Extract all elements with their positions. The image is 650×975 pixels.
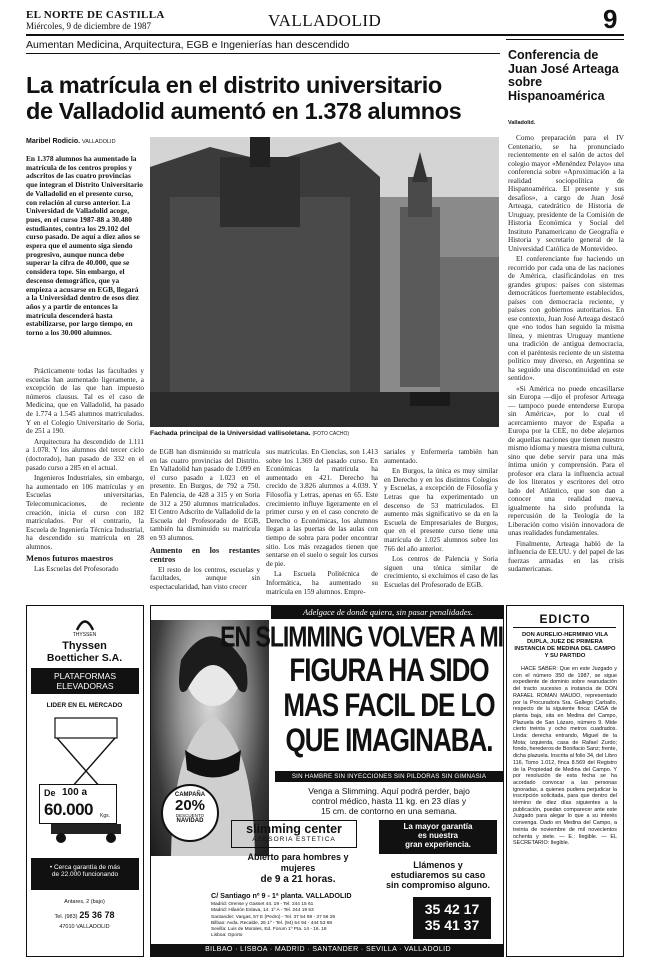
paragraph: Los centros de Palencia y Soria siguen una tónica similar de crecimiento, si excluimos el caso de las Escuelas del Profesorado de EGB.: [384, 555, 498, 589]
page-number: 9: [603, 4, 618, 34]
paper-name: EL NORTE DE CASTILLA: [26, 9, 165, 21]
thyssen-company-2: Boetticher S.A.: [46, 652, 123, 664]
slimming-logo: slimming center: [246, 822, 342, 836]
branch-line: Lisboa: Oporto: [211, 933, 243, 939]
thyssen-company-1: Thyssen: [62, 640, 107, 652]
slimming-top-strip: [271, 606, 504, 619]
paragraph: sariales y Enfermería también han aumentado.: [384, 448, 498, 465]
edicto-rule: [513, 627, 616, 628]
thyssen-leader: LIDER EN EL MERCADO: [46, 702, 123, 709]
headline-line-2: de Valladolid aumentó en 1.378 alumnos: [26, 98, 462, 124]
masthead-rule: [26, 34, 624, 36]
thyssen-footer-2: de 22.000 funcionando: [51, 871, 119, 878]
thyssen-address: Antares, 2 (bajo): [64, 899, 105, 905]
guarantee-line: gran experiencia.: [405, 840, 471, 849]
thyssen-city: 47010 VALLADOLID: [59, 924, 110, 930]
guarantee-box: [379, 820, 497, 854]
thyssen-phone: [27, 910, 142, 920]
paragraph: La Escuela Politécnica de Informática, ha aumentado su matrícula en 159 alumnos. Empre-: [266, 570, 378, 596]
paragraph: Las Escuelas del Profesorado: [34, 565, 119, 574]
paragraph: sus matrículas. En Ciencias, son 1.413 sobre los 1.369 del pasado curso. En Económicas la matrícula ha aumentado en 421. Derecho ha crecido de 3.826 alumnos a 4.039. Y Filosofía y Letras, apenas en 65. Este crecimiento influye ligeramente en el primer curso y en el caso concreto de Derecho o Económicas, los alumnos llegan a las puertas de las aulas con tiempo de sobra para poder encontrar sitio. Los más rezagados tienen que sentarse en el suelo o seguir los cursos de pie.: [266, 448, 378, 568]
slimming-bar-text: SIN HAMBRE SIN INYECCIONES SIN PILDORAS SIN GIMNASIA: [291, 772, 487, 780]
paragraph: de EGB han disminuido su matrícula en las cuatro provincias del Distrito. En Valladolid han pasado de 1.099 en el curso pasado a 1.023 en el presente. En Burgos, de 792 a 750. En Palencia, de 428 a 315 y en Soria de 312 a 250 alumnos matriculados. El Centro Adscrito de Valladolid de la Escuela del Profesorado de EGB, también ha disminuido su matrícula en 93 alumnos.: [150, 448, 260, 542]
slimming-logo-sub: ASESORIA ESTETICA: [252, 836, 336, 843]
building-photo-illustration: [150, 137, 499, 427]
article-column-2: [150, 448, 260, 593]
slimming-address: C/ Santiago nº 9 - 1ª planta. VALLADOLID: [211, 891, 352, 900]
badge-prefix: De: [44, 788, 56, 798]
platform-lift-illustration: [47, 714, 125, 844]
subhead-other-centres: Aumento en los restantes centros: [150, 545, 260, 564]
slimming-call: [373, 860, 503, 890]
paragraph: El conferenciante fue haciendo un recorrido por cada una de las naciones de América, clasificándolas en tres grandes grupos: países con sistemas democráticos fuertemente establecidos, países con democracia reciente, y países con gobiernos autoritarios. En ese contexto, Juan José Arteaga destacó que «no todos han seguido la misma línea, y mientras Uruguay mantiene una tradición de antigua democracia, con el paréntesis reciente de un sistema político muy diverso, en Argentina se ha seguido una discontinuidad en este sentido».: [508, 254, 624, 382]
slimming-phone-box: [413, 897, 491, 939]
headline-line-1: La matrícula en el distrito universitario: [26, 72, 442, 98]
thyssen-product-1: PLATAFORMAS: [53, 671, 117, 681]
capacity-badge: [39, 784, 117, 824]
seal-word: DESCUENTO: [175, 813, 205, 818]
seal-bottom: NAVIDAD: [176, 818, 204, 824]
kicker-rule: [26, 53, 500, 54]
edicto-box: [506, 605, 624, 957]
article-column-4: [384, 448, 498, 592]
slimming-phone-2: 35 41 37: [424, 917, 480, 933]
branch-line: Madrid: Hilarión Eslava, 14. 1º A - Tel. 244 19 53: [211, 908, 314, 914]
paragraph: Finalmente, Arteaga habló de la influencia de EE.UU. y del papel de las fuerzas armadas en las crisis sudamericanas.: [508, 538, 624, 573]
paragraph: Arquitectura ha descendido de 1.111 a 1.078. Y los alumnos del tercer ciclo (doctorado), han pasado de 332 en el pasado curso a 285 en el actual.: [26, 437, 144, 472]
slimming-headline-4: QUE IMAGINABA.: [285, 721, 493, 759]
slimming-hours: [231, 852, 365, 885]
guarantee-line: La mayor garantía: [403, 822, 473, 831]
article-column-3: [266, 448, 378, 598]
paragraph: Prácticamente todas las facultades y escuelas han aumentado ligeramente, a excepción de las que han impuesto números clausus. Tal es el caso de Medicina, que en Valladolid, ha pasado de 1.774 a 1.545 alumnos matriculados. Y en el Colegio Universitario de Soria, de 251 a 190.: [26, 367, 144, 436]
university-facade-photo: [150, 137, 499, 427]
slimming-body-line: Venga a Slimming. Aquí podrá perder, bajo: [308, 786, 470, 796]
slimming-branches: [211, 902, 401, 940]
badge-unit: Kgs.: [100, 813, 111, 819]
seal-percent: 20%: [174, 797, 206, 814]
edicto-title: EDICTO: [539, 612, 591, 626]
issue-date: Miércoles, 9 de diciembre de 1987: [26, 21, 151, 31]
slimming-logo-box: [231, 820, 357, 848]
side-article-place: Valladolid.: [508, 120, 536, 126]
paragraph: «Si América no puede encasillarse sin Europa —dijo el profesor Arteaga— tampoco puede entenderse Europa sin América», por lo cual el acercamiento mayor de España a Europa por la CEE, no debe alejarnos de aquellas naciones que tienen nuestro mismo idioma y nuestra misma cultura, sino que debe servir para una más íntima unión y comprensión. Para el profesor era clara la influencia actual de los literatos y escritores del otro lado del Atlántico, que son dan a conocer una realidad nueva, igualmente ha sido profunda la repercusión de la Teología de la Liberación como visión innovadora de unas realidades fundamentales.: [508, 383, 624, 537]
section-name: VALLADOLID: [268, 11, 382, 30]
thyssen-phone-label: Tel. (983): [54, 914, 78, 920]
byline-author: Maribel Rodicio.: [26, 138, 81, 145]
slimming-body-line: 15 cm. de contorno en una semana.: [320, 806, 458, 816]
seal-top: CAMPAÑA: [174, 792, 206, 798]
article-lead: En 1.378 alumnos ha aumentado la matrícula de los centros propios y adscritos de las cuatro provincias que integran el Distrito Universitario de Valladolid en el presente curso, con relación al curso anterior. La Universidad de Valladolid acoge, pues, en el curso 1987-88 a 30.480 estudiantes, contra los 29.102 del curso pasado. De aquí a diez años se espera que el aumento siga siendo progresivo, aunque nunca debe superar la cifra de 40.000, que se considera tope. Sin embargo, el descenso demográfico, que ya empieza a acusarse en EGB, llegará a la Universidad dentro de esos diez años y a partir de entonces la matrícula descenderá hasta estabilizarse, por largo tiempo, en torno a los 30.000 alumnos.: [26, 154, 144, 338]
branch-line: Santander: Vargas, 57 E (Pedro) - Tel. 37 54 69 - 37 56 29: [211, 914, 336, 920]
discount-seal: [161, 784, 219, 842]
hours-line: Abierto para hombres y mujeres: [247, 852, 349, 873]
byline: [26, 138, 116, 145]
photo-caption: [150, 430, 349, 437]
edicto-subtitle: DON AURELIO-HERMINIO VILA DUPLA, JUEZ DE PRIMERA INSTANCIA DE MEDINA DEL CAMPO Y SU PARTIDO: [514, 632, 616, 659]
byline-place: VALLADOLID: [82, 139, 116, 145]
paragraph: Ingenieros Industriales, sin embargo, ha aumentado en 106 matrículas y en Escuelas universitarias, Telecomunicaciones, de reciente creación, inicia el curso con 182 matriculados. Por el contrario, la Escuela de Ingeniería Técnica Industrial, ha descendido su matrícula en 28 alumnos.: [26, 474, 144, 551]
call-line: Llámenos y: [413, 860, 463, 870]
side-article-rule: [506, 39, 624, 40]
thyssen-brand-small: THYSSEN: [72, 632, 97, 638]
slimming-footer-cities: BILBAO · LISBOA · MADRID · SANTANDER · SEVILLA · VALLADOLID: [205, 946, 451, 953]
call-line: estudiaremos su caso: [390, 870, 486, 880]
side-article-headline: Conferencia de Juan José Arteaga sobre Hispanoamérica: [508, 48, 619, 103]
slimming-phone-1: 35 42 17: [424, 901, 480, 917]
call-line: sin compromiso alguno.: [385, 880, 490, 890]
subhead-teachers: Menos futuros maestros: [26, 553, 114, 564]
slimming-top-strip-text: Adelgace de donde quiera, sin pasar penalidades.: [303, 607, 473, 617]
thyssen-footer-1: • Cerca garantía de más: [49, 864, 121, 871]
guarantee-line: es nuestra: [417, 831, 459, 840]
slimming-body-line: control médico, hasta 11 kg. en 23 días y: [311, 796, 467, 806]
article-column-1: [26, 367, 144, 576]
badge-small: 100 a: [62, 787, 88, 798]
paragraph: En Burgos, la única es muy similar en Derecho y en los distintos Colegios y Escuelas, a excepción de Filosofía y Letras que ha experimentado un descenso de 53 matriculados. El aumento más significativo se da en la Escuela de Empresariales de Burgos, que en el presente curso tiene una matrícula de 1.025 alumnos sobre los 766 del año anterior.: [384, 467, 498, 553]
slimming-body: [275, 786, 503, 816]
branch-line: Bilbao: Avda. Recalde, 26 1º - Tel. (94) 54 94 - 444 53 68: [211, 920, 333, 926]
branch-line: Sevilla: Luis de Morales, Ed. Forum 1º Pta. 14 - 16. 18: [211, 927, 327, 933]
thyssen-product-banner: [31, 668, 139, 694]
slimming-bar: [275, 771, 503, 782]
thyssen-logo-icon: [76, 616, 94, 630]
slimming-headline-2: FIGURA HA SIDO: [289, 651, 489, 689]
slimming-ad: [150, 605, 504, 957]
hours-line: de 9 a 21 horas.: [260, 874, 336, 885]
thyssen-footer-box: [31, 858, 139, 890]
slimming-headline-1: EN SLIMMING VOLVER A MI: [220, 620, 503, 653]
photo-caption-text: Fachada principal de la Universidad vallisoletana.: [150, 430, 311, 437]
thyssen-ad: [26, 605, 144, 957]
photo-credit: (FOTO CACHO): [312, 431, 350, 437]
badge-big: 60.000: [44, 800, 93, 819]
thyssen-phone-number: 25 36 78: [79, 910, 115, 920]
edicto-body: HACE SABER: Que en este Juzgado y con el número 350 de 1987, se sigue expediente de dominio sobre reanudación del tracto sucesivo a instancia de DON RAFAEL ROMAN MAUDO, representado por la Procuradora Sra. Gallego Carballo, respecto de la siguiente finca: CASA de planta baja, sita en Medina del Campo, Plazuela de San Lázaro, número 9. Mide cierto treinta y ocho metros cuadrados. Linda: derecha entrando, Miguel de la Mota; izquierda, casa de Rafael Zurdo; fondo, herederos de Bonifacio Sanz; frente, dicha plazuela. Inscrita al folio 34, del Libro 116, Tomo 1.012, finca 8.569 del Registro de la Propiedad de Medina del Campo. Y por resolución de esta fecha se ha acordado convocar a las personas ignoradas, a quienes pudiera perjudicar la inscripción solicitada, para que dentro del término de diez días siguientes a la publicación, puedan comparecer ante este Juzgado para alegar lo que a su interés convenga. Dado en Medina del Campo, a treinta de noviembre de mil novecientos ochenta y siete. — E.: Ilegible. — EL SECRETARIO: Ilegible.: [513, 666, 617, 847]
paragraph: Como preparación para el IV Centenario, se ha pronunciado recientemente en el salón de actos del colegio mayor «Menéndez Pelayo» una conferencia sobre «Aproximación a la realidad sociopolítica de Hispanoamérica. El presente y sus desafíos», a cargo de Juan José Arteaga, catedrático de Historia de Uruguay, presidente de la Comisión de Historia Económica y Social del Instituto Panamericano de Geografía e Historia y secretario general de la Universidad Católica de Montevideo.: [508, 133, 624, 253]
slimming-headline-3: MAS FACIL DE LO: [283, 686, 495, 724]
thyssen-product-2: ELEVADORAS: [56, 681, 114, 691]
article-kicker: Aumentan Medicina, Arquitectura, EGB e Ingenierías han descendido: [26, 39, 350, 51]
branch-line: Madrid: Orense y Gasset 44. 19 - Tel. 244 15 61: [211, 902, 314, 907]
paragraph: El resto de los centros, escuelas y facultades, aunque sin espectacularidad, han visto crecer: [150, 565, 260, 591]
slimming-footer-strip: [151, 944, 504, 957]
side-article-body: [508, 134, 624, 576]
